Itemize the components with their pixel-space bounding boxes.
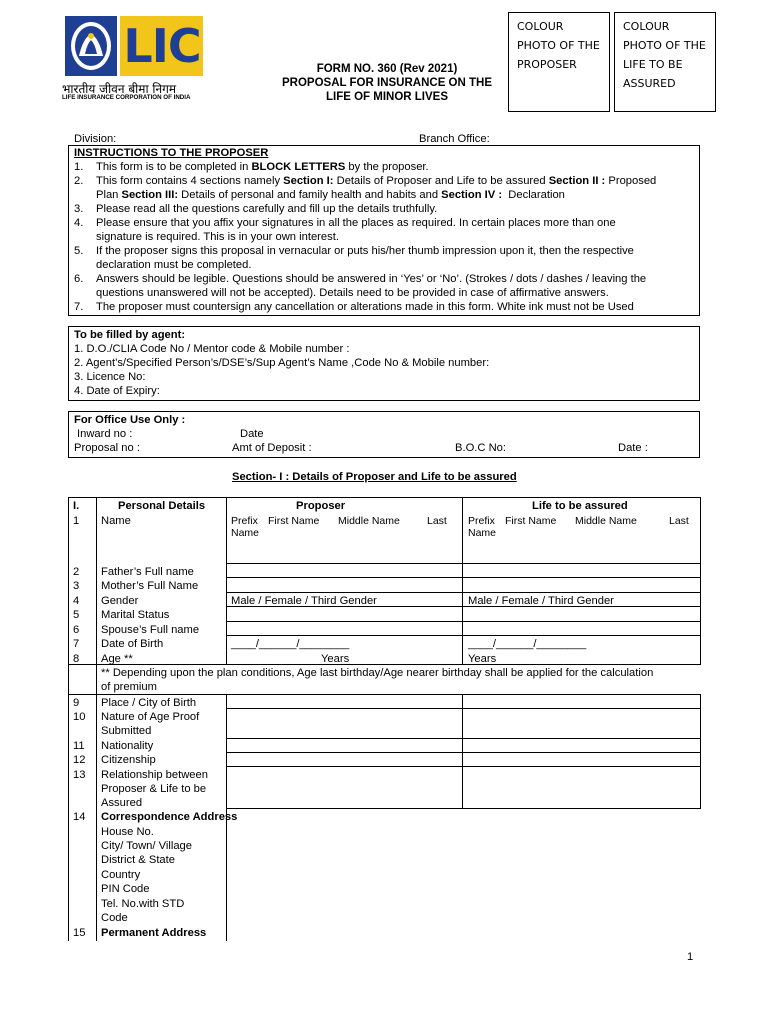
photo-label: LIFE TO BE [623, 58, 683, 71]
row-number: 7 [73, 638, 80, 650]
table-border [226, 621, 701, 622]
age-note: ** Depending upon the plan conditions, Age last birthday/Age nearer birthday shall be applied for the calculation [101, 667, 654, 679]
col-header-life-assured: Life to be assured [532, 500, 628, 512]
logo-hindi: भारतीय जीवन बीमा निगम [62, 82, 177, 96]
table-border [226, 752, 701, 753]
table-border [226, 738, 701, 739]
address-field-label: City/ Town/ Village [101, 840, 192, 852]
photo-label: COLOUR [623, 20, 670, 33]
row-number: 5 [73, 609, 80, 621]
table-border [68, 497, 69, 941]
photo-box-proposer[interactable] [508, 12, 610, 112]
logo-caption: LIFE INSURANCE CORPORATION OF INDIA [62, 94, 191, 101]
address-field-label: Tel. No.with STD [101, 898, 185, 910]
table-border [226, 766, 701, 767]
table-border [68, 664, 701, 665]
row-number: 12 [73, 754, 86, 766]
address-field-label: District & State [101, 854, 175, 866]
boc-no-field[interactable]: B.O.C No: [455, 442, 506, 454]
row-label: Nature of Age Proof [101, 711, 200, 723]
inward-no-field[interactable]: Inward no : [77, 428, 133, 440]
row-label: Age ** [101, 653, 133, 665]
proposer-gender-options[interactable]: Male / Female / Third Gender [231, 595, 377, 607]
proposer-dob-field[interactable]: ____/______/________ [231, 638, 350, 650]
row-number: 15 [73, 927, 86, 939]
title-line-2: LIFE OF MINOR LIVES [325, 91, 449, 103]
photo-box-life-assured[interactable] [614, 12, 716, 112]
table-border [700, 497, 701, 664]
table-border [700, 694, 701, 808]
photo-label: PHOTO OF THE [623, 39, 706, 52]
address-field-label: Code [101, 912, 128, 924]
date-field[interactable]: Date [240, 428, 264, 440]
agent-field[interactable]: 2. Agent’s/Specified Person’s/DSE’s/Sup Agent’s Name ,Code No & Mobile number: [74, 357, 490, 369]
table-border [226, 708, 701, 709]
correspondence-address-heading: Correspondence Address [101, 811, 238, 823]
address-field-label: PIN Code [101, 883, 150, 895]
row-label: Proposer & Life to be [101, 783, 207, 795]
row-number: 3 [73, 580, 80, 592]
instruction-text: Plan Section III: Details of personal and family health and habits and Section IV : Declaration [96, 189, 565, 201]
table-border [96, 497, 97, 941]
address-field-label: Country [101, 869, 141, 881]
table-border [226, 497, 227, 664]
row-label: Submitted [101, 725, 152, 737]
row-label: Nationality [101, 740, 154, 752]
row-label: Assured [101, 797, 143, 809]
row-number: 13 [73, 769, 86, 781]
col-header-proposer: Proposer [296, 500, 346, 512]
division-label: Division: [74, 133, 117, 145]
row-label: Place / City of Birth [101, 697, 197, 709]
title-line-1: PROPOSAL FOR INSURANCE ON THE [282, 77, 492, 89]
date-field[interactable]: Date : [618, 442, 648, 454]
agent-field[interactable]: 3. Licence No: [74, 371, 146, 383]
photo-label: COLOUR [517, 20, 564, 33]
row-label: Marital Status [101, 609, 170, 621]
instructions-heading: INSTRUCTIONS TO THE PROPOSER [74, 147, 269, 159]
col-header-personal: Personal Details [118, 500, 206, 512]
table-border [226, 635, 701, 636]
instruction-text: This form contains 4 sections namely Section I: Details of Proposer and Life to be assured Section II : Proposed [96, 175, 657, 187]
row-number: 1 [73, 515, 80, 527]
row-number: 11 [73, 740, 85, 752]
logo-text: LIC [123, 19, 201, 73]
agent-field[interactable]: 4. Date of Expiry: [74, 385, 160, 397]
row-label: Citizenship [101, 754, 156, 766]
logo-emblem [65, 16, 117, 76]
instruction-text: This form is to be completed in BLOCK LETTERS by the proposer. [96, 161, 429, 173]
row-label: Relationship between [101, 769, 208, 781]
table-border [462, 497, 463, 664]
life-assured-dob-field[interactable]: ____/______/________ [468, 638, 587, 650]
row-number: 9 [73, 697, 80, 709]
lic-logo [65, 16, 203, 84]
form-number: FORM NO. 360 (Rev 2021) [316, 63, 458, 75]
row-label: Gender [101, 595, 139, 607]
row-number: 4 [73, 595, 80, 607]
table-border [226, 563, 701, 564]
life-assured-gender-options[interactable]: Male / Female / Third Gender [468, 595, 614, 607]
table-border [68, 694, 701, 695]
table-border [226, 577, 701, 578]
row-label: Spouse’s Full name [101, 624, 200, 636]
col-header-i: I. [73, 500, 80, 512]
hands-lamp-icon [65, 16, 117, 76]
row-label: Father’s Full name [101, 566, 194, 578]
photo-label: ASSURED [623, 77, 676, 90]
address-field-label: House No. [101, 826, 154, 838]
deposit-amount-field[interactable]: Amt of Deposit : [232, 442, 312, 454]
life-assured-age-field[interactable]: Years [468, 653, 497, 665]
table-border [226, 592, 701, 593]
photo-label: PROPOSER [517, 58, 577, 71]
branch-office-label: Branch Office: [419, 133, 490, 145]
row-number: 14 [73, 811, 86, 823]
photo-label: PHOTO OF THE [517, 39, 600, 52]
row-number: 6 [73, 624, 80, 636]
agent-field[interactable]: 1. D.O./CLIA Code No / Mentor code & Mobile number : [74, 343, 350, 355]
row-number: 2 [73, 566, 80, 578]
section-1-title: Section- I : Details of Proposer and Life to be assured [232, 471, 517, 483]
form-title [262, 62, 512, 104]
table-border [68, 497, 701, 498]
row-label-name: Name [101, 515, 131, 527]
permanent-address-heading: Permanent Address [101, 927, 207, 939]
proposal-no-field[interactable]: Proposal no : [74, 442, 140, 454]
age-note: of premium [101, 681, 157, 693]
row-number: 10 [73, 711, 86, 723]
table-border [226, 808, 701, 809]
proposer-age-field[interactable]: Years [321, 653, 350, 665]
office-heading: For Office Use Only : [74, 414, 186, 426]
agent-heading: To be filled by agent: [74, 329, 186, 341]
row-number: 8 [73, 653, 80, 665]
row-label: Date of Birth [101, 638, 164, 650]
page-number: 1 [687, 951, 694, 963]
table-border [462, 694, 463, 808]
row-label: Mother’s Full Name [101, 580, 199, 592]
